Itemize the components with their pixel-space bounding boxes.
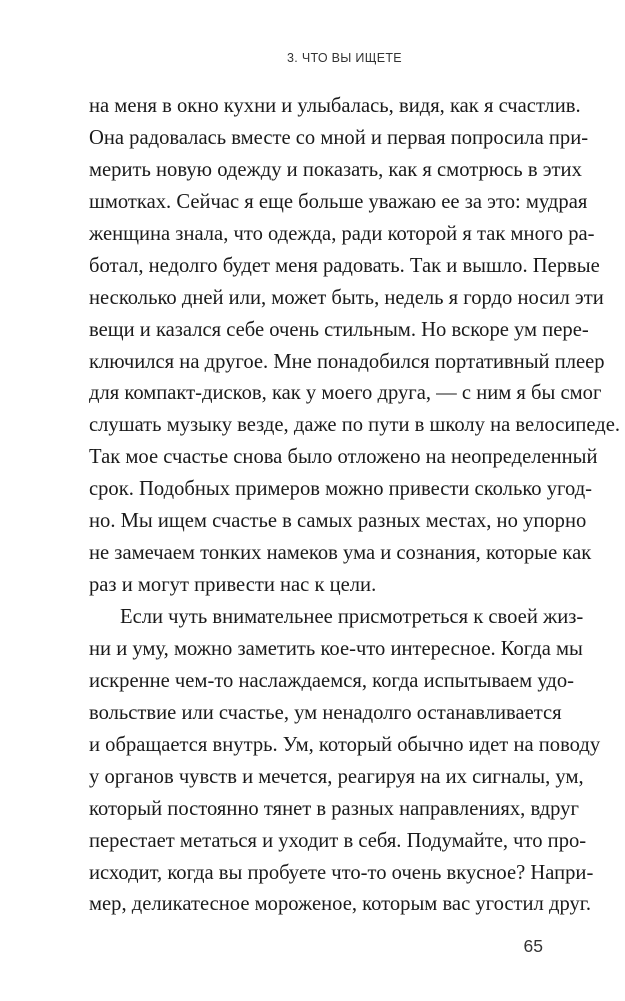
text-line: и обращается внутрь. Ум, который обычно идет на поводу (89, 733, 601, 756)
text-line: срок. Подобных примеров можно привести сколько угод- (89, 478, 593, 501)
text-line: но. Мы ищем счастье в самых разных местах, но упорно (89, 510, 587, 533)
body-text (89, 91, 621, 921)
text-line: не замечаем тонких намеков ума и сознания, которые как (89, 542, 592, 565)
text-line: искренне чем-то наслаждаемся, когда испытываем удо- (89, 669, 574, 692)
text-line: несколько дней или, может быть, недель я гордо носил эти (89, 286, 604, 309)
text-line: мер, деликатесное мороженое, которым вас угостил друг. (89, 893, 592, 916)
text-line: Она радовалась вместе со мной и первая попросила при- (89, 126, 589, 149)
text-line: вольствие или счастье, ум ненадолго останавливается (89, 701, 562, 724)
text-line: женщина знала, что одежда, ради которой я так много ра- (89, 222, 595, 245)
paragraph (89, 602, 601, 921)
text-line: на меня в окно кухни и улыбалась, видя, как я счастлив. (89, 95, 581, 117)
text-line: который постоянно тянет в разных направлениях, вдруг (89, 797, 579, 820)
paragraph (89, 91, 621, 602)
text-line: раз и могут привести нас к цели. (89, 574, 377, 597)
text-line: для компакт-дисков, как у моего друга, — с ним я бы смог (89, 382, 602, 405)
page-number: 65 (523, 936, 543, 956)
text-line: ключился на другое. Мне понадобился портативный плеер (89, 350, 605, 373)
text-line: перестает метаться и уходит в себя. Подумайте, что про- (89, 829, 587, 852)
running-head: 3. ЧТО ВЫ ИЩЕТЕ (287, 51, 402, 65)
text-line: исходит, когда вы пробуете что-то очень вкусное? Напри- (89, 861, 594, 884)
text-line: Так мое счастье снова было отложено на неопределенный (89, 446, 598, 469)
text-line: шмотках. Сейчас я еще больше уважаю ее за это: мудрая (89, 190, 588, 213)
text-line: Если чуть внимательнее присмотреться к своей жиз- (120, 606, 584, 628)
text-line: вещи и казался себе очень стильным. Но вскоре ум пере- (89, 318, 589, 341)
text-line: слушать музыку везде, даже по пути в школу на велосипеде. (89, 414, 621, 437)
text-line: ни и уму, можно заметить кое-что интересное. Когда мы (89, 637, 583, 660)
text-line: мерить новую одежду и показать, как я смотрюсь в этих (89, 158, 582, 181)
text-line: ботал, недолго будет меня радовать. Так и вышло. Первые (89, 254, 600, 277)
text-line: у органов чувств и мечется, реагируя на их сигналы, ум, (89, 765, 584, 788)
